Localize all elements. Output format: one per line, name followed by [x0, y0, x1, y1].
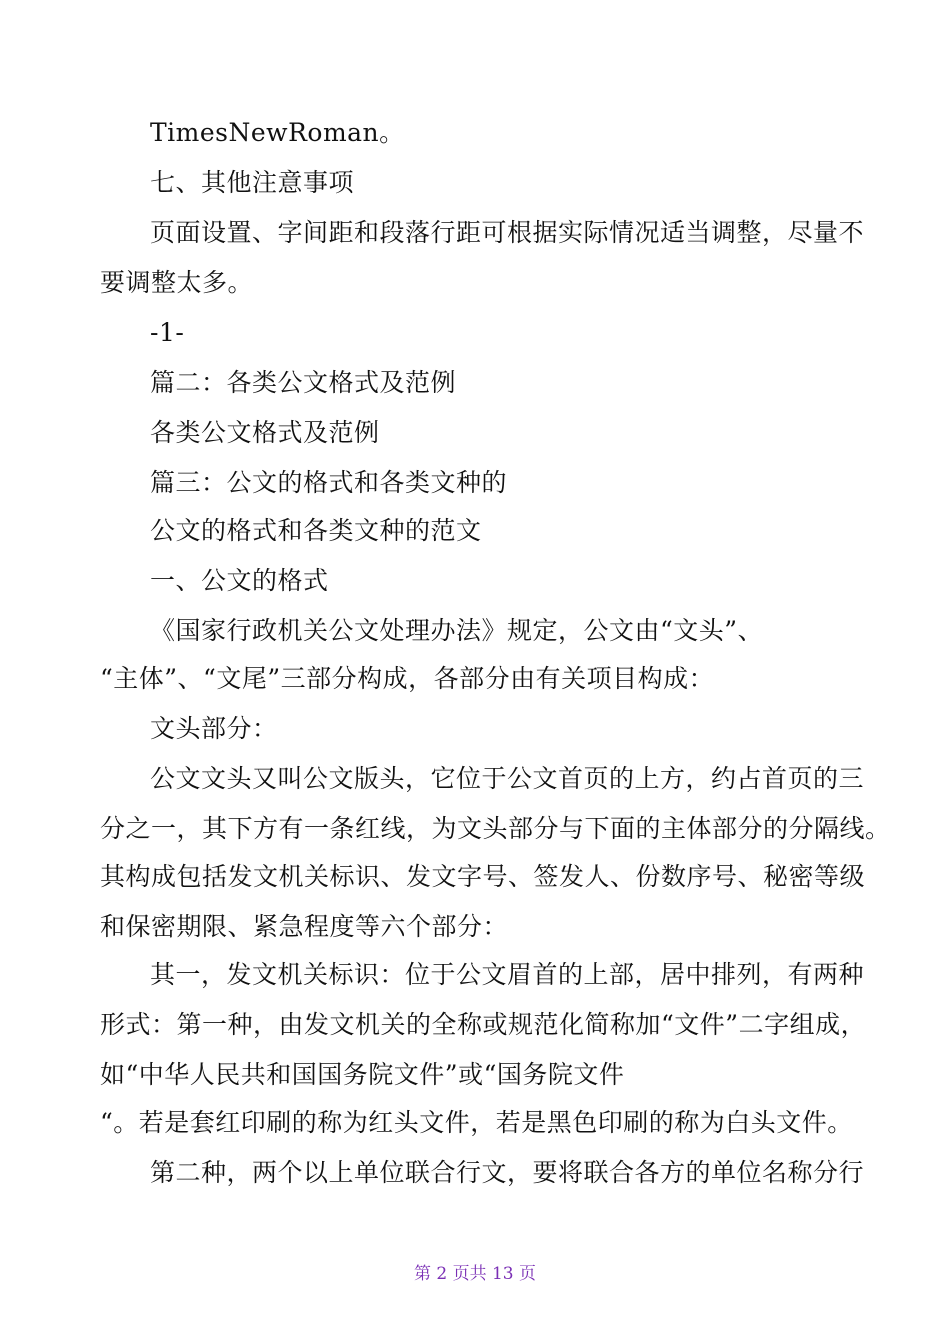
- text-line: “主体”、“文尾”三部分构成，各部分由有关项目构成：: [100, 664, 715, 693]
- text-line: 公文文头又叫公文版头，它位于公文首页的上方，约占首页的三: [150, 764, 865, 793]
- section-heading: 一、公文的格式: [150, 566, 329, 595]
- text-line: TimesNewRoman。: [150, 118, 405, 147]
- page-number-footer: 第 2 页共 13 页: [413, 1264, 537, 1284]
- text-line: 形式：第一种，由发文机关的全称或规范化简称加“文件”二字组成，: [100, 1010, 867, 1039]
- section-heading: 篇二：各类公文格式及范例: [150, 368, 457, 397]
- section-heading: 公文的格式和各类文种的范文: [150, 516, 482, 545]
- text-line: 如“中华人民共和国国务院文件”或“国务院文件: [100, 1060, 625, 1089]
- text-line: 《国家行政机关公文处理办法》规定，公文由“文头”、: [150, 616, 764, 645]
- section-heading: 各类公文格式及范例: [150, 418, 380, 447]
- text-line: 第二种，两个以上单位联合行文，要将联合各方的单位名称分行: [150, 1158, 865, 1187]
- text-line: 要调整太多。: [100, 268, 254, 297]
- text-line: 页面设置、字间距和段落行距可根据实际情况适当调整，尽量不: [150, 218, 865, 247]
- text-line: 其一，发文机关标识：位于公文眉首的上部，居中排列，有两种: [150, 960, 865, 989]
- text-line: 其构成包括发文机关标识、发文字号、签发人、份数序号、秘密等级: [100, 862, 866, 891]
- page-marker: -1-: [150, 318, 185, 347]
- section-heading: 篇三：公文的格式和各类文种的: [150, 468, 508, 497]
- text-line: 和保密期限、紧急程度等六个部分：: [100, 912, 509, 941]
- section-heading: 文头部分：: [150, 714, 278, 743]
- section-heading: 七、其他注意事项: [150, 168, 355, 197]
- text-line: “。若是套红印刷的称为红头文件，若是黑色印刷的称为白头文件。: [100, 1108, 853, 1137]
- text-line: 分之一，其下方有一条红线，为文头部分与下面的主体部分的分隔线。: [100, 814, 891, 843]
